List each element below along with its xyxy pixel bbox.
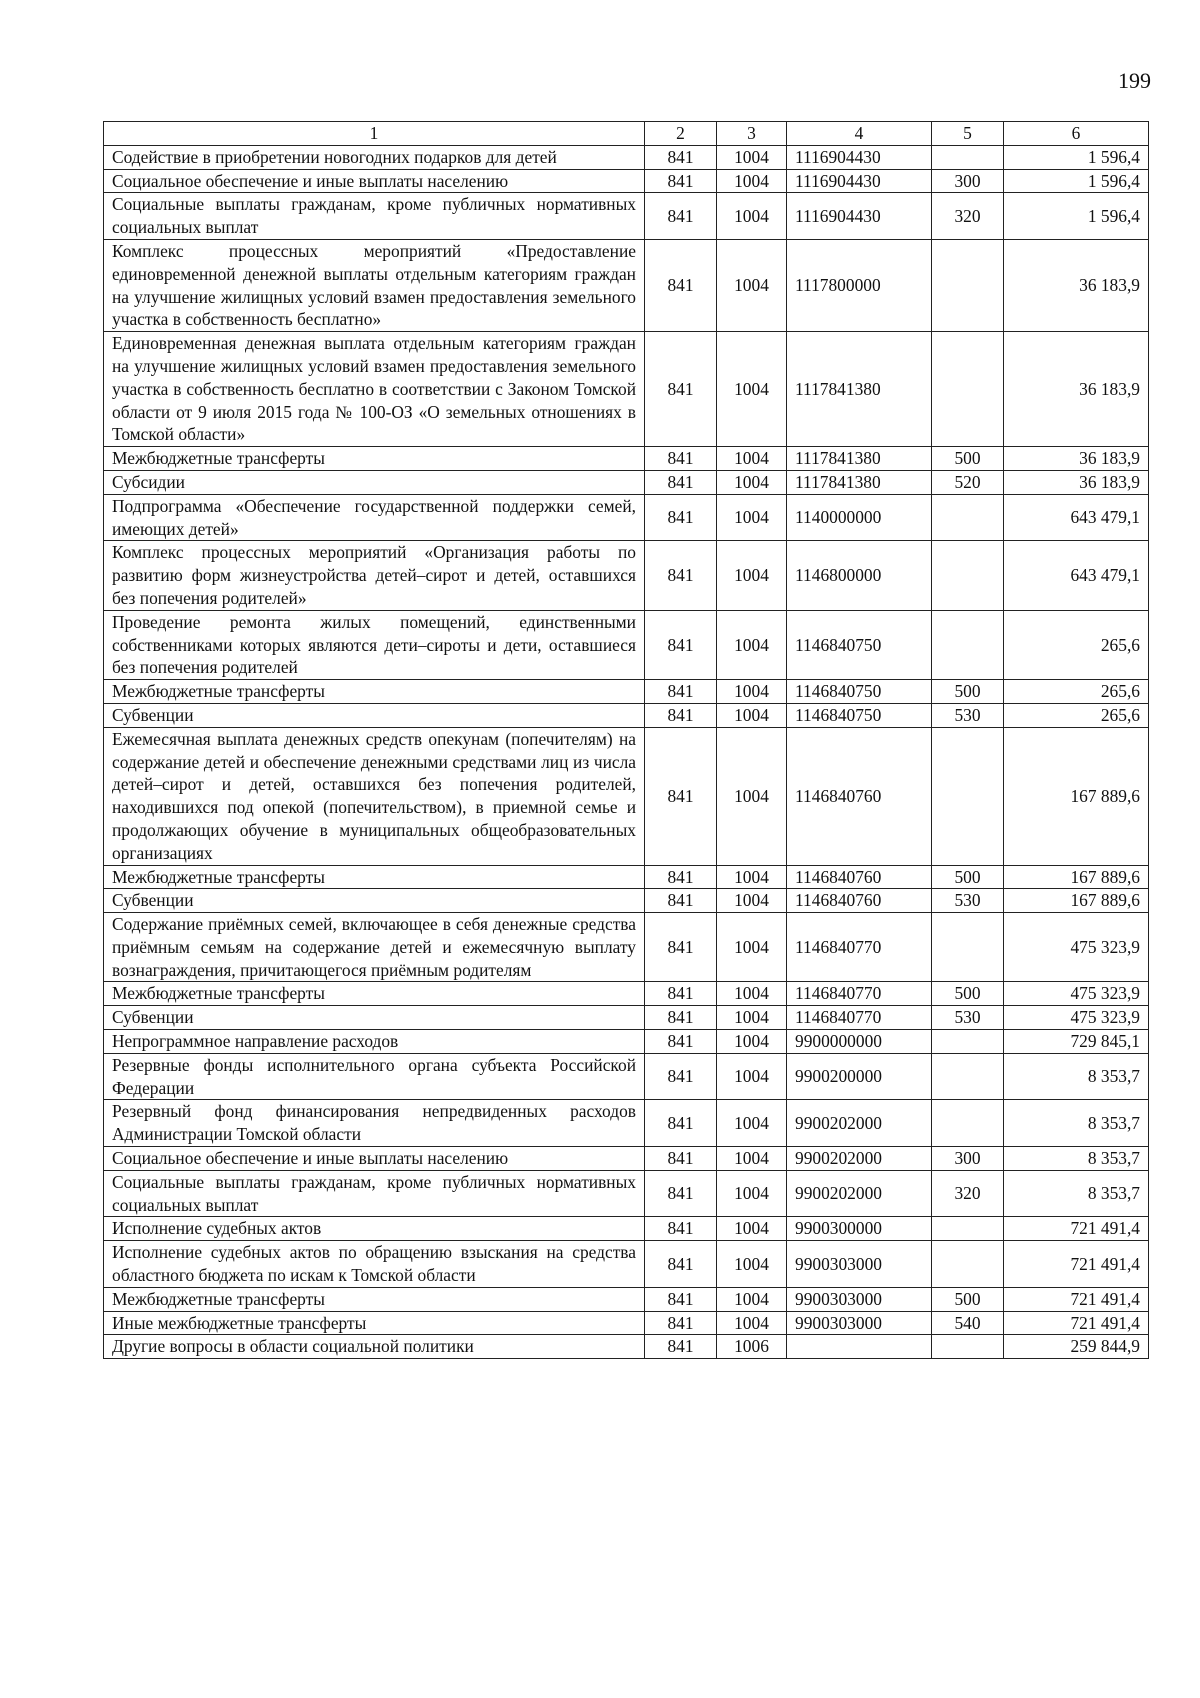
row-type-cell [932, 1100, 1004, 1147]
row-name-cell: Резервный фонд финансирования непредвиденных расходов Администрации Томской области [104, 1100, 645, 1147]
row-code-cell: 9900200000 [787, 1053, 932, 1100]
row-gr-cell: 841 [645, 982, 717, 1006]
row-gr-cell: 841 [645, 332, 717, 447]
table-row [104, 1100, 1149, 1147]
table-row [104, 1147, 1149, 1171]
row-code-cell: 9900000000 [787, 1030, 932, 1054]
row-gr-cell: 841 [645, 610, 717, 679]
row-code-cell: 9900300000 [787, 1217, 932, 1241]
row-type-cell [932, 541, 1004, 610]
row-section-cell: 1004 [717, 1030, 787, 1054]
row-type-cell: 500 [932, 865, 1004, 889]
row-gr-cell: 841 [645, 541, 717, 610]
row-type-cell [932, 145, 1004, 169]
row-name-cell: Проведение ремонта жилых помещений, единственными собственниками которых являются дети–сироты и дети, оставшиеся без попечения родителей [104, 610, 645, 679]
row-name-cell: Исполнение судебных актов [104, 1217, 645, 1241]
row-type-cell: 500 [932, 447, 1004, 471]
row-name-cell: Содействие в приобретении новогодних подарков для детей [104, 145, 645, 169]
row-name-cell: Резервные фонды исполнительного органа субъекта Российской Федерации [104, 1053, 645, 1100]
table-row [104, 1053, 1149, 1100]
row-name-cell: Подпрограмма «Обеспечение государственной поддержки семей, имеющих детей» [104, 494, 645, 541]
row-section-cell: 1004 [717, 913, 787, 982]
table-body [104, 145, 1149, 1358]
table-row [104, 889, 1149, 913]
table-row [104, 1241, 1149, 1288]
row-code-cell: 1116904430 [787, 145, 932, 169]
row-gr-cell: 841 [645, 1287, 717, 1311]
row-gr-cell: 841 [645, 1030, 717, 1054]
table-row [104, 1170, 1149, 1217]
header-cell: 3 [717, 122, 787, 146]
row-name-cell: Социальное обеспечение и иные выплаты населению [104, 169, 645, 193]
row-gr-cell: 841 [645, 447, 717, 471]
row-amount-cell: 1 596,4 [1004, 193, 1149, 240]
row-type-cell: 540 [932, 1311, 1004, 1335]
row-amount-cell: 8 353,7 [1004, 1170, 1149, 1217]
page-number: 199 [1118, 68, 1151, 93]
row-section-cell: 1004 [717, 1100, 787, 1147]
table-row [104, 1006, 1149, 1030]
row-section-cell: 1004 [717, 727, 787, 865]
row-gr-cell: 841 [645, 1053, 717, 1100]
row-type-cell: 500 [932, 680, 1004, 704]
row-type-cell: 320 [932, 1170, 1004, 1217]
row-amount-cell: 265,6 [1004, 703, 1149, 727]
table-row [104, 332, 1149, 447]
table-row [104, 541, 1149, 610]
row-gr-cell: 841 [645, 865, 717, 889]
row-type-cell: 530 [932, 1006, 1004, 1030]
row-section-cell: 1004 [717, 541, 787, 610]
row-amount-cell: 167 889,6 [1004, 727, 1149, 865]
row-name-cell: Субвенции [104, 1006, 645, 1030]
row-name-cell: Непрограммное направление расходов [104, 1030, 645, 1054]
row-code-cell: 1116904430 [787, 169, 932, 193]
table-row [104, 1287, 1149, 1311]
row-gr-cell: 841 [645, 1241, 717, 1288]
row-code-cell: 1116904430 [787, 193, 932, 240]
row-type-cell: 300 [932, 169, 1004, 193]
row-code-cell: 9900303000 [787, 1241, 932, 1288]
row-type-cell: 320 [932, 193, 1004, 240]
row-name-cell: Социальное обеспечение и иные выплаты населению [104, 1147, 645, 1171]
row-name-cell: Исполнение судебных актов по обращению взыскания на средства областного бюджета по искам к Томской области [104, 1241, 645, 1288]
row-type-cell [932, 610, 1004, 679]
row-name-cell: Содержание приёмных семей, включающее в себя денежные средства приёмным семьям на содержание детей и ежемесячную выплату вознаграждения, причитающегося приёмным родителям [104, 913, 645, 982]
row-name-cell: Комплекс процессных мероприятий «Предоставление единовременной денежной выплаты отдельным категориям граждан на улучшение жилищных условий взамен предоставления земельного участка в собственность бесплатно» [104, 239, 645, 331]
table-row [104, 1335, 1149, 1359]
row-section-cell: 1004 [717, 1217, 787, 1241]
row-code-cell: 1117841380 [787, 332, 932, 447]
table-row [104, 703, 1149, 727]
row-type-cell [932, 727, 1004, 865]
row-amount-cell: 643 479,1 [1004, 494, 1149, 541]
table-row [104, 239, 1149, 331]
row-gr-cell: 841 [645, 1217, 717, 1241]
row-code-cell: 9900202000 [787, 1147, 932, 1171]
row-section-cell: 1004 [717, 169, 787, 193]
row-gr-cell: 841 [645, 703, 717, 727]
row-type-cell [932, 913, 1004, 982]
row-section-cell: 1004 [717, 470, 787, 494]
row-code-cell: 1146840770 [787, 913, 932, 982]
header-row [104, 122, 1149, 146]
row-type-cell: 500 [932, 982, 1004, 1006]
table-row [104, 494, 1149, 541]
row-type-cell [932, 239, 1004, 331]
table-row [104, 727, 1149, 865]
table-row [104, 447, 1149, 471]
row-amount-cell: 729 845,1 [1004, 1030, 1149, 1054]
row-amount-cell: 265,6 [1004, 680, 1149, 704]
row-gr-cell: 841 [645, 680, 717, 704]
row-amount-cell: 36 183,9 [1004, 470, 1149, 494]
row-gr-cell: 841 [645, 913, 717, 982]
row-code-cell: 1117841380 [787, 447, 932, 471]
row-section-cell: 1004 [717, 1311, 787, 1335]
table-row [104, 169, 1149, 193]
row-code-cell: 1146840770 [787, 982, 932, 1006]
row-gr-cell: 841 [645, 470, 717, 494]
row-code-cell: 1146840760 [787, 727, 932, 865]
row-amount-cell: 36 183,9 [1004, 447, 1149, 471]
row-code-cell: 1146840750 [787, 703, 932, 727]
header-cell: 6 [1004, 122, 1149, 146]
row-section-cell: 1004 [717, 239, 787, 331]
header-cell: 5 [932, 122, 1004, 146]
table-row [104, 680, 1149, 704]
row-amount-cell: 167 889,6 [1004, 889, 1149, 913]
row-amount-cell: 265,6 [1004, 610, 1149, 679]
row-code-cell: 9900303000 [787, 1287, 932, 1311]
row-gr-cell: 841 [645, 239, 717, 331]
row-amount-cell: 8 353,7 [1004, 1147, 1149, 1171]
table-row [104, 193, 1149, 240]
row-name-cell: Социальные выплаты гражданам, кроме публичных нормативных социальных выплат [104, 1170, 645, 1217]
row-gr-cell: 841 [645, 1311, 717, 1335]
row-type-cell [932, 1217, 1004, 1241]
row-section-cell: 1004 [717, 494, 787, 541]
row-type-cell: 500 [932, 1287, 1004, 1311]
row-gr-cell: 841 [645, 193, 717, 240]
row-name-cell: Субсидии [104, 470, 645, 494]
row-amount-cell: 475 323,9 [1004, 1006, 1149, 1030]
row-type-cell [932, 1053, 1004, 1100]
row-code-cell: 1146840750 [787, 680, 932, 704]
row-amount-cell: 8 353,7 [1004, 1053, 1149, 1100]
row-amount-cell: 167 889,6 [1004, 865, 1149, 889]
row-amount-cell: 1 596,4 [1004, 145, 1149, 169]
row-code-cell: 1140000000 [787, 494, 932, 541]
row-section-cell: 1006 [717, 1335, 787, 1359]
row-amount-cell: 475 323,9 [1004, 913, 1149, 982]
table-row [104, 982, 1149, 1006]
row-code-cell: 1146840760 [787, 865, 932, 889]
row-name-cell: Субвенции [104, 703, 645, 727]
row-name-cell: Межбюджетные трансферты [104, 680, 645, 704]
row-name-cell: Ежемесячная выплата денежных средств опекунам (попечителям) на содержание детей и обеспечение денежными средствами лиц из числа детей–сирот и детей, оставшихся без попечения родителей, находившихся под опекой (попечительством), в приемной семье и продолжающих обучение в муниципальных общеобразовательных организациях [104, 727, 645, 865]
table-row [104, 1217, 1149, 1241]
row-gr-cell: 841 [645, 1170, 717, 1217]
row-code-cell: 1117800000 [787, 239, 932, 331]
row-amount-cell: 259 844,9 [1004, 1335, 1149, 1359]
row-code-cell: 1117841380 [787, 470, 932, 494]
row-gr-cell: 841 [645, 1147, 717, 1171]
row-code-cell: 9900303000 [787, 1311, 932, 1335]
row-amount-cell: 8 353,7 [1004, 1100, 1149, 1147]
row-section-cell: 1004 [717, 447, 787, 471]
table-row [104, 470, 1149, 494]
table-row [104, 1311, 1149, 1335]
row-section-cell: 1004 [717, 1053, 787, 1100]
row-gr-cell: 841 [645, 1100, 717, 1147]
row-section-cell: 1004 [717, 982, 787, 1006]
row-type-cell [932, 332, 1004, 447]
row-gr-cell: 841 [645, 727, 717, 865]
row-amount-cell: 721 491,4 [1004, 1241, 1149, 1288]
row-section-cell: 1004 [717, 1170, 787, 1217]
row-type-cell [932, 494, 1004, 541]
row-type-cell: 300 [932, 1147, 1004, 1171]
table-row [104, 145, 1149, 169]
row-section-cell: 1004 [717, 332, 787, 447]
row-code-cell: 1146840760 [787, 889, 932, 913]
row-amount-cell: 36 183,9 [1004, 332, 1149, 447]
table-row [104, 865, 1149, 889]
table-row [104, 913, 1149, 982]
budget-table [103, 121, 1149, 1359]
row-type-cell: 530 [932, 703, 1004, 727]
row-name-cell: Другие вопросы в области социальной политики [104, 1335, 645, 1359]
row-section-cell: 1004 [717, 1241, 787, 1288]
row-amount-cell: 1 596,4 [1004, 169, 1149, 193]
row-gr-cell: 841 [645, 1335, 717, 1359]
row-code-cell: 1146840770 [787, 1006, 932, 1030]
row-type-cell: 530 [932, 889, 1004, 913]
row-name-cell: Межбюджетные трансферты [104, 1287, 645, 1311]
row-amount-cell: 36 183,9 [1004, 239, 1149, 331]
header-cell: 4 [787, 122, 932, 146]
row-section-cell: 1004 [717, 865, 787, 889]
row-name-cell: Межбюджетные трансферты [104, 447, 645, 471]
row-type-cell [932, 1335, 1004, 1359]
row-amount-cell: 721 491,4 [1004, 1311, 1149, 1335]
table-row [104, 1030, 1149, 1054]
row-code-cell: 9900202000 [787, 1170, 932, 1217]
row-code-cell: 1146800000 [787, 541, 932, 610]
header-cell: 1 [104, 122, 645, 146]
row-type-cell [932, 1030, 1004, 1054]
row-section-cell: 1004 [717, 680, 787, 704]
row-gr-cell: 841 [645, 1006, 717, 1030]
row-name-cell: Иные межбюджетные трансферты [104, 1311, 645, 1335]
row-gr-cell: 841 [645, 169, 717, 193]
row-section-cell: 1004 [717, 145, 787, 169]
row-code-cell [787, 1335, 932, 1359]
row-section-cell: 1004 [717, 193, 787, 240]
row-amount-cell: 721 491,4 [1004, 1217, 1149, 1241]
row-type-cell [932, 1241, 1004, 1288]
row-amount-cell: 643 479,1 [1004, 541, 1149, 610]
row-gr-cell: 841 [645, 494, 717, 541]
header-cell: 2 [645, 122, 717, 146]
row-name-cell: Комплекс процессных мероприятий «Организация работы по развитию форм жизнеустройства детей–сирот и детей, оставшихся без попечения родителей» [104, 541, 645, 610]
row-section-cell: 1004 [717, 1287, 787, 1311]
row-amount-cell: 721 491,4 [1004, 1287, 1149, 1311]
row-section-cell: 1004 [717, 703, 787, 727]
row-name-cell: Социальные выплаты гражданам, кроме публичных нормативных социальных выплат [104, 193, 645, 240]
row-section-cell: 1004 [717, 1006, 787, 1030]
row-name-cell: Межбюджетные трансферты [104, 865, 645, 889]
row-type-cell: 520 [932, 470, 1004, 494]
row-code-cell: 9900202000 [787, 1100, 932, 1147]
row-amount-cell: 475 323,9 [1004, 982, 1149, 1006]
table-row [104, 610, 1149, 679]
row-section-cell: 1004 [717, 1147, 787, 1171]
row-name-cell: Единовременная денежная выплата отдельным категориям граждан на улучшение жилищных условий взамен предоставления земельного участка в собственность бесплатно в соответствии с Законом Томской области от 9 июля 2015 года № 100-ОЗ «О земельных отношениях в Томской области» [104, 332, 645, 447]
row-section-cell: 1004 [717, 889, 787, 913]
row-gr-cell: 841 [645, 889, 717, 913]
row-section-cell: 1004 [717, 610, 787, 679]
row-code-cell: 1146840750 [787, 610, 932, 679]
row-name-cell: Межбюджетные трансферты [104, 982, 645, 1006]
row-gr-cell: 841 [645, 145, 717, 169]
row-name-cell: Субвенции [104, 889, 645, 913]
